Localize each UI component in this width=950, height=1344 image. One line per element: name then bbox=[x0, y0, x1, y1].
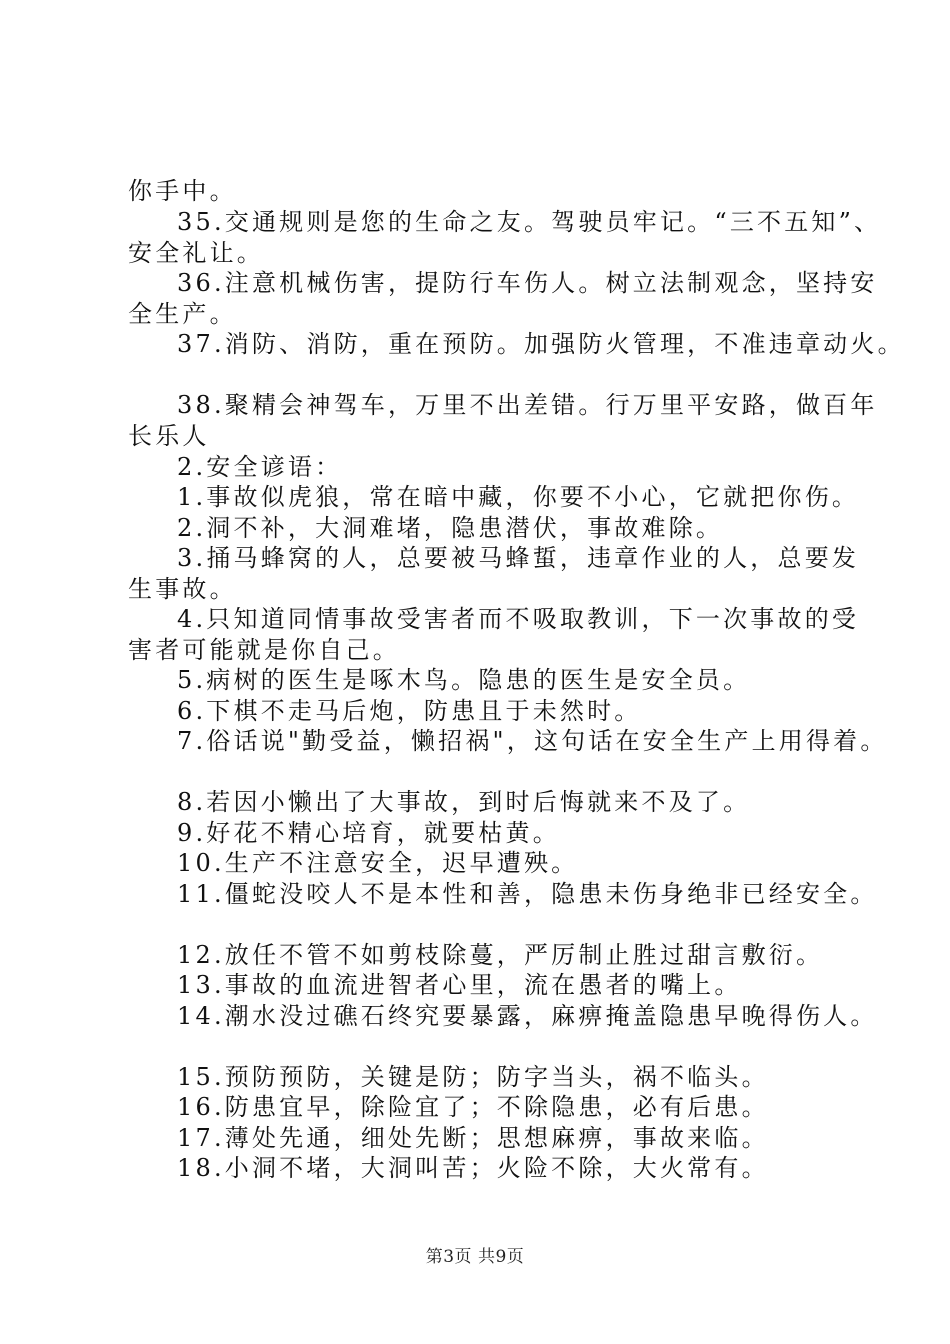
text-line: 长乐人 bbox=[128, 422, 210, 450]
text-line: 3.捅马蜂窝的人，总要被马蜂蜇，违章作业的人，总要发 bbox=[177, 544, 860, 572]
text-line: 2.洞不补，大洞难堵，隐患潜伏，事故难除。 bbox=[177, 514, 724, 542]
text-line: 6.下棋不走马后炮，防患且于未然时。 bbox=[177, 697, 642, 725]
text-line: 7.俗话说"勤受益，懒招祸"，这句话在安全生产上用得着。 bbox=[177, 727, 888, 755]
text-line: 8.若因小懒出了大事故，到时后悔就来不及了。 bbox=[177, 788, 751, 816]
text-line: 11.僵蛇没咬人不是本性和善，隐患未伤身绝非已经安全。 bbox=[177, 880, 878, 908]
text-line: 12.放任不管不如剪枝除蔓，严厉制止胜过甜言敷衍。 bbox=[177, 941, 824, 969]
text-line: 10.生产不注意安全，迟早遭殃。 bbox=[177, 849, 579, 877]
text-line: 37.消防、消防，重在预防。加强防火管理，不准违章动火。 bbox=[177, 330, 905, 358]
text-line: 36.注意机械伤害，提防行车伤人。树立法制观念，坚持安 bbox=[177, 269, 878, 297]
text-line: 安全礼让。 bbox=[128, 239, 264, 267]
text-line: 4.只知道同情事故受害者而不吸取教训，下一次事故的受 bbox=[177, 605, 860, 633]
text-line: 15.预防预防，关键是防；防字当头，祸不临头。 bbox=[177, 1063, 769, 1091]
text-line: 9.好花不精心培育，就要枯黄。 bbox=[177, 819, 560, 847]
text-line: 生事故。 bbox=[128, 575, 237, 603]
page-number-footer: 第3页 共9页 bbox=[425, 1247, 525, 1267]
text-line: 38.聚精会神驾车，万里不出差错。行万里平安路，做百年 bbox=[177, 391, 878, 419]
text-line: 1.事故似虎狼，常在暗中藏，你要不小心，它就把你伤。 bbox=[177, 483, 860, 511]
text-line: 全生产。 bbox=[128, 300, 237, 328]
text-line: 17.薄处先通，细处先断；思想麻痹，事故来临。 bbox=[177, 1124, 769, 1152]
text-line: 害者可能就是你自己。 bbox=[128, 636, 400, 664]
text-line: 16.防患宜早，除险宜了；不除隐患，必有后患。 bbox=[177, 1093, 769, 1121]
text-line: 35.交通规则是您的生命之友。驾驶员牢记。“三不五知”、 bbox=[177, 208, 882, 236]
text-line: 你手中。 bbox=[128, 177, 237, 205]
text-line: 5.病树的医生是啄木鸟。隐患的医生是安全员。 bbox=[177, 666, 751, 694]
text-line: 14.潮水没过礁石终究要暴露，麻痹掩盖隐患早晚得伤人。 bbox=[177, 1002, 878, 1030]
section-heading: 2.安全谚语： bbox=[177, 453, 343, 481]
text-line: 13.事故的血流进智者心里，流在愚者的嘴上。 bbox=[177, 971, 742, 999]
text-line: 18.小洞不堵，大洞叫苦；火险不除，大火常有。 bbox=[177, 1154, 769, 1182]
